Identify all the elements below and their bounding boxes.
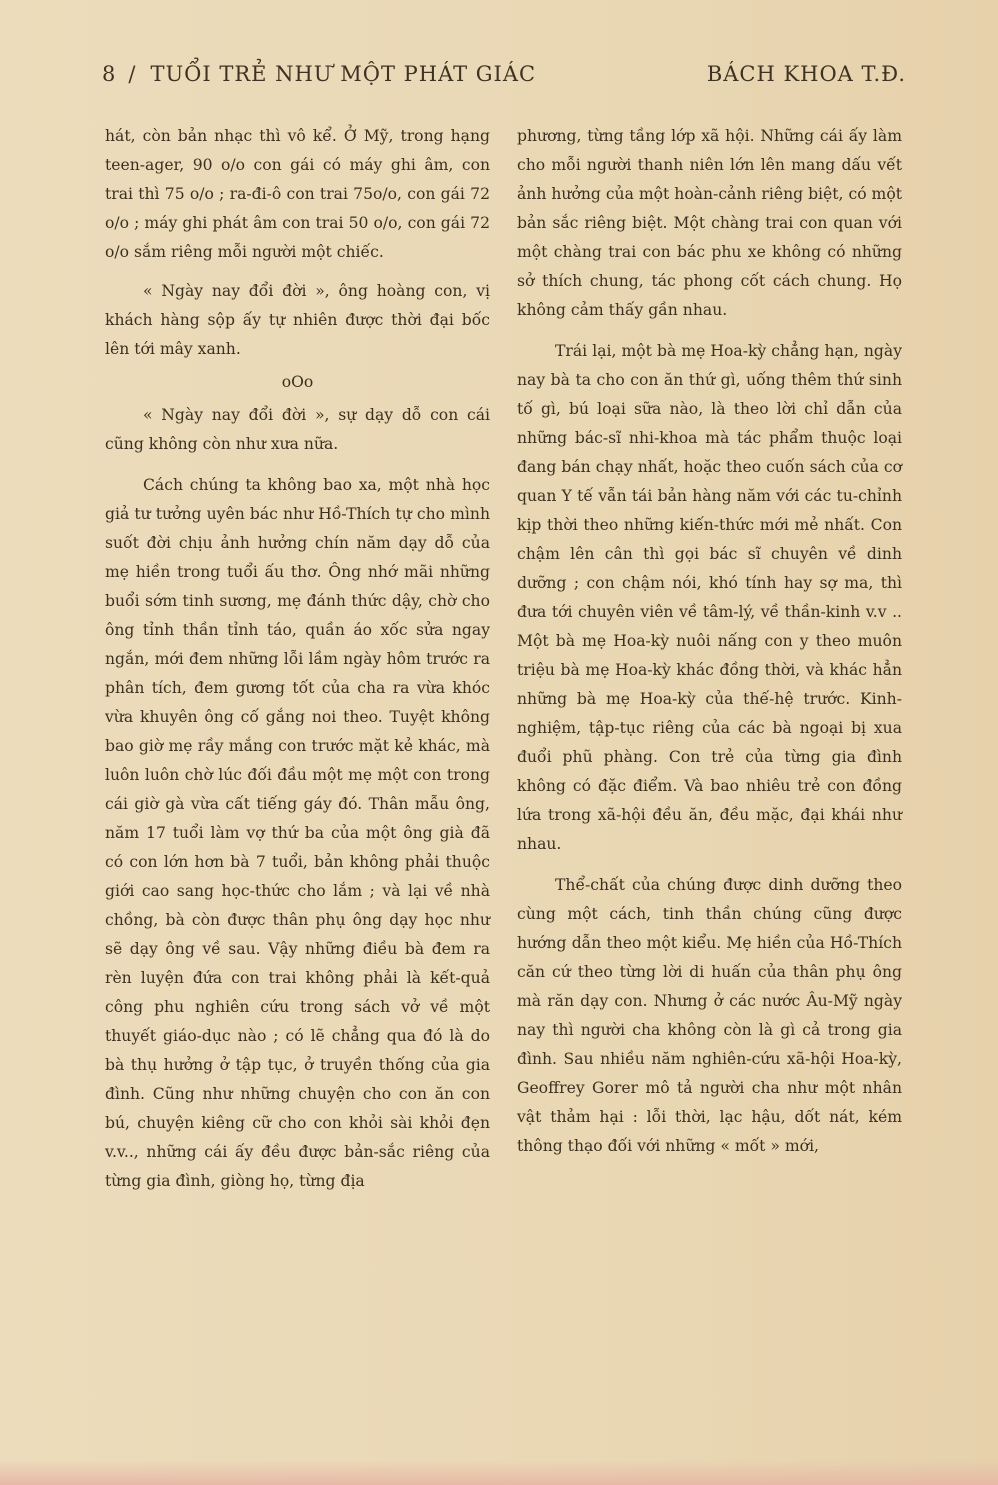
paragraph: Cách chúng ta không bao xa, một nhà học giả tư tưởng uyên bác như Hồ-Thích tự cho mình suốt đời chịu ảnh hưởng chín năm dạy dỗ của mẹ hiền trong tuổi ấu thơ. Ông nhớ mãi những buổi sớm tinh sương, mẹ đánh thức dậy, chờ cho ông tỉnh thần tỉnh táo, quần áo xốc sửa ngay ngắn, mới đem những lỗi lầm ngày hôm trước ra phân tích, đem gương tốt của cha ra vừa khóc vừa khuyên ông cố gắng noi theo. Tuyệt không bao giờ mẹ rầy mắng con trước mặt kẻ khác, mà luôn luôn chờ lúc đối đầu một mẹ một con trong cái giờ gà vừa cất tiếng gáy đó. Thân mẫu ông, năm 17 tuổi làm vợ thứ ba của một ông già đã có con lớn hơn bà 7 tuổi, bản không phải thuộc giới cao sang học-thức cho lắm ; và lại về nhà chồng, bà còn được thân phụ ông dạy học như sẽ dạy ông về sau. Vậy những điều bà đem ra rèn luyện đứa con trai không phải là kết-quả công phu nghiên cứu trong sách vở về một thuyết giáo-dục nào ; có lẽ chẳng qua đó là do bà thụ hưởng ở tập tục, ở truyền thống của gia đình. Cũng như những chuyện cho con ăn con bú, chuyện kiêng cữ cho con khỏi sài khỏi đẹn v.v.., những cái ấy đều được bản-sắc riêng của từng gia đình, giòng họ, từng địa — [105, 476, 490, 1190]
header-separator: / — [128, 62, 137, 86]
paragraph: phương, từng tầng lớp xã hội. Những cái ấy làm cho mỗi người thanh niên lớn lên mang dấu vết ảnh hưởng của một hoàn-cảnh riêng biệt, có một bản sắc riêng biệt. Một chàng trai con quan với một chàng trai con bác phu xe không có những sở thích chung, tác phong cốt cách chung. Họ không cảm thấy gần nhau. — [517, 127, 902, 319]
article-title: TUỔI TRẺ NHƯ MỘT PHÁT GIÁC — [150, 62, 537, 86]
right-column — [517, 122, 902, 1173]
paragraph: hát, còn bản nhạc thì vô kể. Ở Mỹ, trong hạng teen-ager, 90 o/o con gái có máy ghi âm, con trai thì 75 o/o ; ra-đi-ô con trai 75o/o, con gái 72 o/o ; máy ghi phát âm con trai 50 o/o, con gái 72 o/o sắm riêng mỗi người một chiếc. — [105, 127, 490, 261]
paragraph: « Ngày nay đổi đời », sự dạy dỗ con cái cũng không còn như xưa nữa. — [105, 406, 490, 453]
paragraph: Trái lại, một bà mẹ Hoa-kỳ chẳng hạn, ngày nay bà ta cho con ăn thứ gì, uống thêm thứ sinh tố gì, bú loại sữa nào, là theo lời chỉ dẫn của những bác-sĩ nhi-khoa mà tác phẩm thuộc loại đang bán chạy nhất, hoặc theo cuốn sách của cơ quan Y tế vẫn tái bản hàng năm với các tu-chỉnh kịp thời theo những kiến-thức mới mẻ nhất. Con chậm lên cân thì gọi bác sĩ chuyên về dinh dưỡng ; con chậm nói, khó tính hay sợ ma, thì đưa tới chuyên viên về tâm-lý, về thần-kinh v.v .. Một bà mẹ Hoa-kỳ nuôi nấng con y theo muôn triệu bà mẹ Hoa-kỳ khác đồng thời, và khác hẳn những bà mẹ Hoa-kỳ của thế-hệ trước. Kinh-nghiệm, tập-tục riêng của các bà ngoại bị xua đuổi phũ phàng. Con trẻ của từng gia đình không có đặc điểm. Và bao nhiêu trẻ con đồng lứa trong xã-hội đều ăn, đều mặc, đại khái như nhau. — [517, 342, 902, 853]
header-left — [102, 62, 536, 86]
page-number: 8 — [102, 62, 117, 86]
left-column — [105, 122, 490, 1208]
section-divider: oOo — [281, 373, 314, 391]
paragraph: Thể-chất của chúng được dinh dưỡng theo cùng một cách, tinh thần chúng cũng được hướng dẫn theo một kiểu. Mẹ hiền của Hồ-Thích căn cứ theo từng lời di huấn của thân phụ ông mà răn dạy con. Nhưng ở các nước Âu-Mỹ ngày nay thì người cha không còn là gì cả trong gia đình. Sau nhiều năm nghiên-cứu xã-hội Hoa-kỳ, Geoffrey Gorer mô tả người cha như một nhân vật thảm hại : lỗi thời, lạc hậu, dốt nát, kém thông thạo đối với những « mốt » mới, — [517, 876, 902, 1155]
paragraph: « Ngày nay đổi đời », ông hoàng con, vị khách hàng sộp ấy tự nhiên được thời đại bốc lên tới mây xanh. — [105, 282, 490, 358]
page-header — [102, 62, 906, 96]
publication-name: BÁCH KHOA T.Đ. — [706, 62, 906, 86]
